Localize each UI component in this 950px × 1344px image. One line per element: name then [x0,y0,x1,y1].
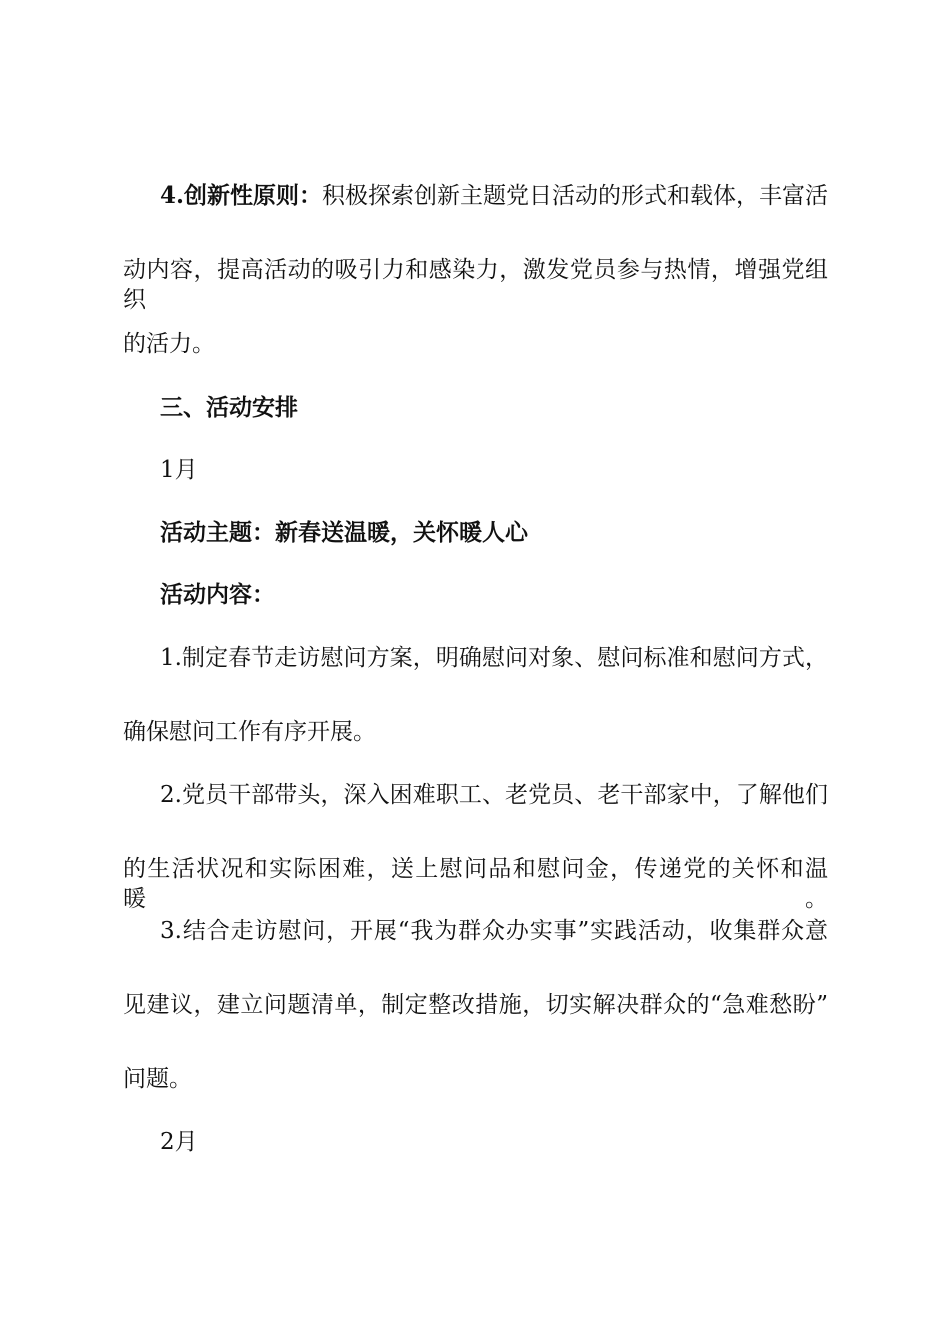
item-1-line-2: 确保慰问工作有序开展。 [123,719,376,745]
principle-4-label: 4.创新性原则： [160,182,323,209]
month-heading-2: 2月 [160,1129,198,1155]
principle-4-line-1 [160,181,828,211]
principle-4-line-3: 的活力。 [123,331,215,357]
activity-theme: 活动主题：新春送温暖，关怀暖人心 [160,519,528,546]
principle-4-line-2: 动内容，提高活动的吸引力和感染力，激发党员参与热情，增强党组织 [123,257,828,313]
item-3-line-1: 3.结合走访慰问，开展“我为群众办实事”实践活动，收集群众意 [160,918,828,944]
item-3-line-2: 见建议，建立问题清单，制定整改措施，切实解决群众的“急难愁盼” [123,992,828,1018]
principle-4-text: 积极探索创新主题党日活动的形式和载体，丰富活 [322,183,829,209]
month-heading-1: 1月 [160,457,198,483]
item-3-line-3: 问题。 [123,1066,192,1092]
item-2-line-2: 的生活状况和实际困难，送上慰问品和慰问金，传递党的关怀和温暖。 [123,856,828,912]
section-heading: 三、活动安排 [160,394,298,421]
item-2-line-1: 2.党员干部带头，深入困难职工、老党员、老干部家中，了解他们 [160,782,828,808]
item-1-line-1: 1.制定春节走访慰问方案，明确慰问对象、慰问标准和慰问方式， [160,645,828,671]
activity-content-heading: 活动内容： [160,581,275,608]
